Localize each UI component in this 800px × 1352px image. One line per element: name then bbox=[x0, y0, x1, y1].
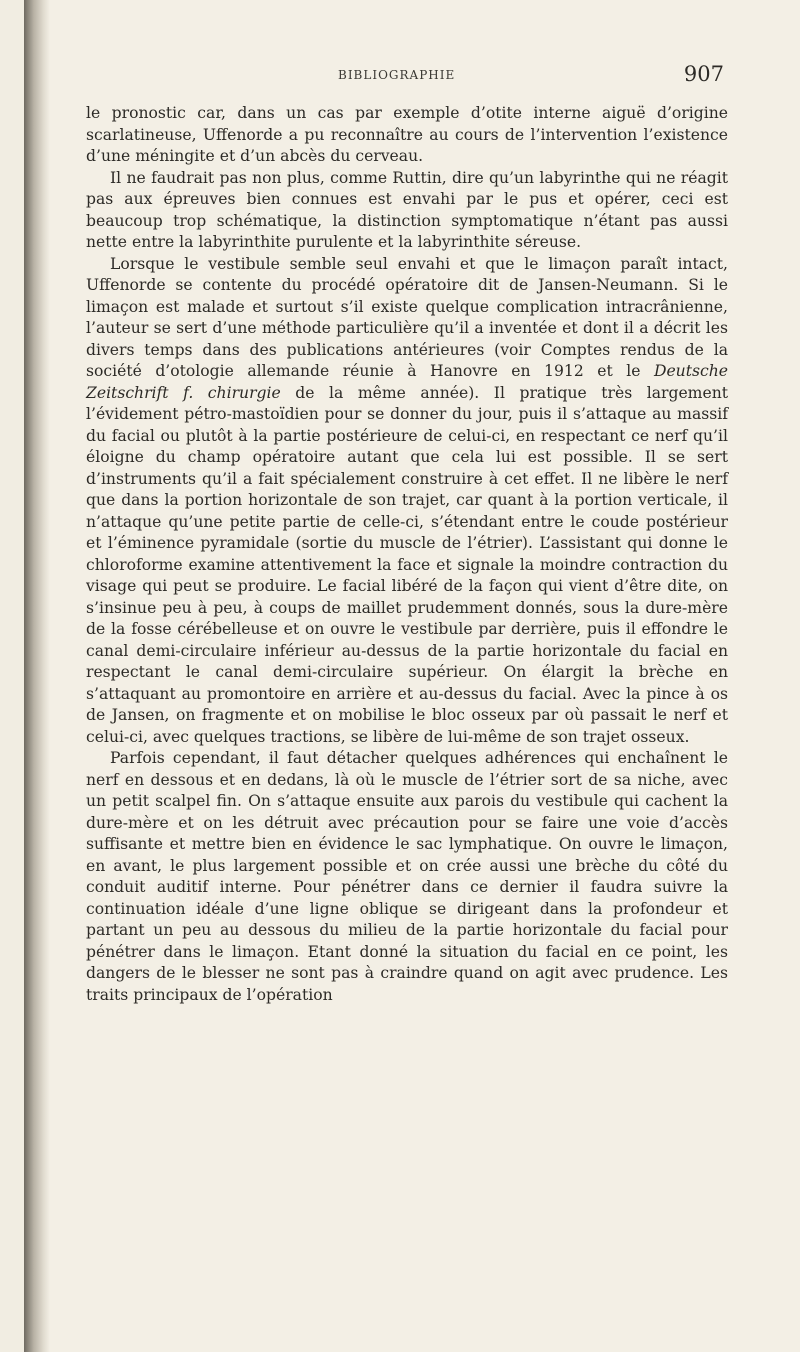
page-number: 907 bbox=[683, 62, 724, 86]
paragraph-3 bbox=[86, 254, 728, 749]
paragraph-3-text-a: Lorsque le vestibule semble seul envahi et que le limaçon paraît intact, Uffenorde se contente du procédé opératoire dit de Jansen-Neumann. Si le limaçon est malade et surtout s’il existe quelque complication intracrânienne, l’auteur se sert d’une méthode particulière qu’il a inventée et dont il a décrit les divers temps dans des publications antérieures (voir Comptes rendus de la société d’otologie allemande réunie à Hanovre en 1912 et le bbox=[86, 254, 728, 380]
book-page bbox=[24, 0, 800, 1352]
paragraph-4: Parfois cependant, il faut détacher quelques adhérences qui enchaînent le nerf en dessous et en dedans, là où le muscle de l’étrier sort de sa niche, avec un petit scalpel fin. On s’attaque ensuite aux parois du vestibule qui cachent la dure-mère et on les détruit avec précaution pour se faire une voie d’accès suffisante et mettre bien en évidence le sac lymphatique. On ouvre le limaçon, en avant, le plus largement possible et on crée aussi une brèche du côté du conduit auditif interne. Pour pénétrer dans ce dernier il faudra suivre la continuation idéale d’une ligne oblique se dirigeant dans la profondeur et partant un peu au dessous du milieu de la partie horizontale du facial pour pénétrer dans le limaçon. Etant donné la situation du facial en ce point, les dangers de le blesser ne sont pas à craindre quand on agit avec prudence. Les traits principaux de l’opération bbox=[86, 749, 728, 1004]
journal-title: Deutsche Zeitschrift f. chirurgie bbox=[86, 362, 728, 402]
page-binding-edge bbox=[24, 0, 50, 1352]
body-text bbox=[86, 103, 728, 1006]
paragraph-3-text-b: de la même année). Il pratique très largement l’évidement pétro-mastoïdien pour se donner du jour, puis il s’attaque au massif du facial ou plutôt à la partie postérieure de celui-ci, en respectant ce nerf qu’il éloigne du champ opératoire autant que cela lui est possible. Il se sert d’instruments qu’il a fait spécialement construire à cet effet. Il ne libère le nerf que dans la portion horizontale de son trajet, car quant à la portion verticale, il n’attaque qu’une petite partie de celle-ci, s’étendant entre le coude postérieur et l’éminence pyramidale (sortie du muscle de l’étrier). L’assistant qui donne le chloroforme examine attentivement la face et signale la moindre contraction du visage qui peut se produire. Le facial libéré de la façon qui vient d’être dite, on s’insinue peu à peu, à coups de maillet prudemment donnés, sous la dure-mère de la fosse cérébelleuse et on ouvre le vestibule par derrière, puis il effondre le canal demi-circulaire inférieur au-dessus de la partie horizontale du facial en respectant le canal demi-circulaire supérieur. On élargit la brèche en s’attaquant au promontoire en arrière et au-dessus du facial. Avec la pince à os de Jansen, on fragmente et on mobilise le bloc osseux par où passait le nerf et celui-ci, avec quelques tractions, se libère de lui-même de son trajet osseux. bbox=[86, 383, 729, 746]
page-header bbox=[84, 60, 724, 90]
running-title: BIBLIOGRAPHIE bbox=[338, 68, 456, 82]
paragraph-1: le pronostic car, dans un cas par exemple d’otite interne aiguë d’origine scarlatineuse, Uffenorde a pu reconnaître au cours de l’intervention l’existence d’une méningite et d’un abcès du cerveau. bbox=[86, 104, 728, 165]
paragraph-2: Il ne faudrait pas non plus, comme Ruttin, dire qu’un labyrinthe qui ne réagit pas aux épreuves bien connues est envahi par le pus et opérer, ceci est beaucoup trop schématique, la distinction symptomatique n’étant pas aussi nette entre la labyrinthite purulente et la labyrinthite séreuse. bbox=[86, 168, 728, 251]
